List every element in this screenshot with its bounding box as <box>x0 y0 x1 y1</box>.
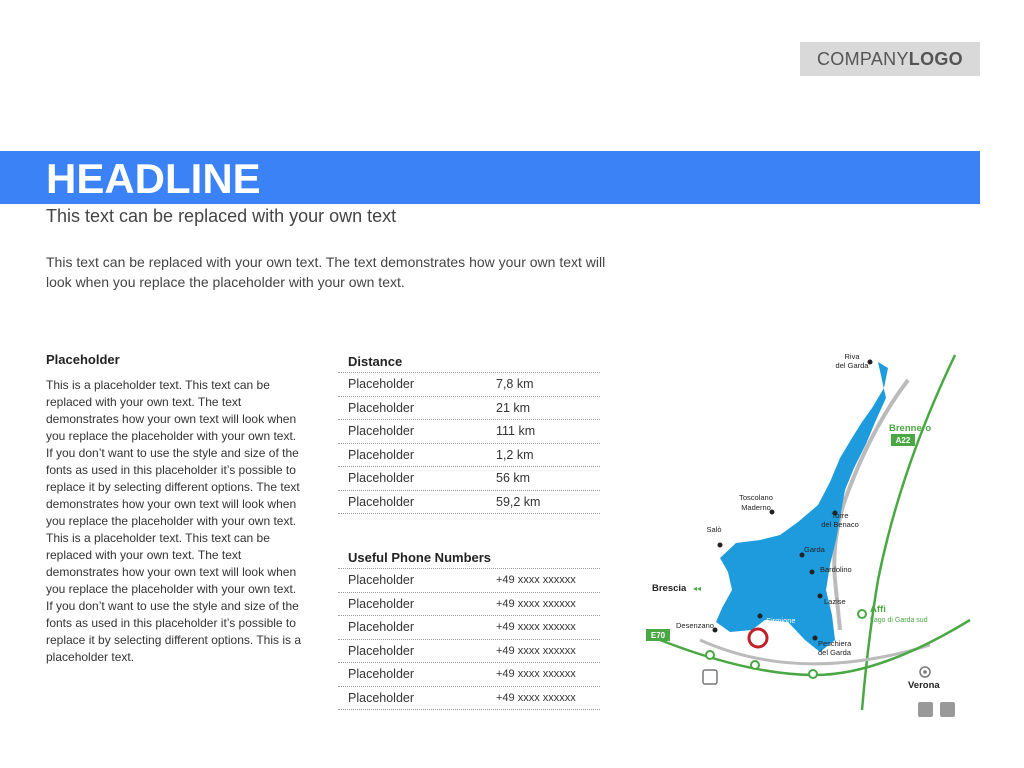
town-dot <box>813 636 818 641</box>
label-torre-1: Torre <box>831 511 849 520</box>
label-e70: E70 <box>650 631 666 640</box>
phone-table <box>338 569 600 710</box>
town-dot <box>818 594 823 599</box>
label-peschiera-1: Peschiera <box>818 639 852 648</box>
label-toscolano-1: Toscolano <box>739 493 773 502</box>
row-label: Placeholder <box>348 400 415 415</box>
info-tables <box>338 352 600 710</box>
row-label: Placeholder <box>348 690 415 705</box>
table-row <box>338 467 600 491</box>
table-row <box>338 420 600 444</box>
station-icon <box>706 651 714 659</box>
label-salo: Salò <box>706 525 722 534</box>
subheadline: This text can be replaced with your own text <box>46 206 397 226</box>
headline: HEADLINE <box>46 155 261 202</box>
station-icon <box>751 661 759 669</box>
row-label: Placeholder <box>348 471 415 485</box>
row-value: +49 xxxx xxxxxx <box>496 644 576 657</box>
logo-bold: LOGO <box>908 48 963 69</box>
placeholder-column <box>46 352 306 666</box>
table-row <box>338 491 600 515</box>
label-verona: Verona <box>908 680 940 691</box>
distance-title: Distance <box>338 352 600 373</box>
row-value: 111 km <box>496 424 536 438</box>
sirmione-marker <box>749 629 767 647</box>
logo-prefix: COMPANY <box>817 48 909 69</box>
table-row <box>338 569 600 593</box>
label-sirmione: Sirmione <box>766 616 796 625</box>
table-row <box>338 640 600 664</box>
label-desenzano: Desenzano <box>676 621 714 630</box>
row-label: Placeholder <box>348 667 415 681</box>
phone-title: Useful Phone Numbers <box>338 548 600 569</box>
label-garda: Garda <box>804 545 825 554</box>
label-toscolano-2: Maderno <box>741 503 771 512</box>
placeholder-title: Placeholder <box>46 352 120 367</box>
brescia-arrow-icon: ◂◂ <box>693 584 702 593</box>
train-station-icon <box>940 702 955 717</box>
row-label: Placeholder <box>348 573 415 587</box>
table-row <box>338 687 600 711</box>
row-value: 56 km <box>496 471 531 485</box>
label-bardolino: Bardolino <box>820 565 852 574</box>
station-icon <box>809 670 817 678</box>
placeholder-body: This is a placeholder text. This text can be replaced with your own text. The text demonstrates how your own text will look when you replace the placeholder with your own text. If you don’t want to use the style and size of the fonts as used in this placeholder it’s possible to replace it by selecting different options. The text demonstrates how your own text will look when you replace the placeholder with your own text. This is a placeholder text. This text can be replaced with your own text. The text demonstrates how your own text will look when you replace the placeholder with your own text. If you don’t want to use the style and size of the fonts as used in this placeholder it’s possible to replace it by selecting different options. This is a placeholder text. <box>46 378 302 664</box>
row-label: Placeholder <box>348 643 415 658</box>
table-row <box>338 616 600 640</box>
table-row <box>338 593 600 617</box>
station-icon <box>858 610 866 618</box>
row-value: 21 km <box>496 400 531 415</box>
table-row <box>338 373 600 397</box>
label-affi: Affi <box>870 604 886 615</box>
row-label: Placeholder <box>348 620 415 634</box>
row-value: +49 xxxx xxxxxx <box>496 597 576 610</box>
row-label: Placeholder <box>348 494 415 509</box>
label-brescia: Brescia <box>652 583 687 594</box>
label-riva-2: del Garda <box>835 361 869 370</box>
row-label: Placeholder <box>348 447 415 462</box>
town-dot <box>810 570 815 575</box>
row-value: +49 xxxx xxxxxx <box>496 668 576 680</box>
row-label: Placeholder <box>348 596 415 611</box>
table-row <box>338 397 600 421</box>
table-row <box>338 663 600 687</box>
distance-table <box>338 373 600 514</box>
row-value: +49 xxxx xxxxxx <box>496 574 576 586</box>
town-dot <box>758 614 763 619</box>
label-lazise: Lazise <box>824 597 846 606</box>
row-label: Placeholder <box>348 377 415 391</box>
row-value: 59,2 km <box>496 494 541 509</box>
town-dot <box>718 543 723 548</box>
table-row <box>338 444 600 468</box>
airport-icon <box>918 702 933 717</box>
row-label: Placeholder <box>348 424 415 438</box>
label-torre-2: del Benaco <box>821 520 859 529</box>
label-a22: A22 <box>895 436 911 445</box>
row-value: +49 xxxx xxxxxx <box>496 691 576 704</box>
row-value: 7,8 km <box>496 377 534 391</box>
label-brennero: Brennero <box>889 423 932 434</box>
label-affi-sub: Lago di Garda sud <box>870 617 928 624</box>
verona-icon-center <box>923 670 927 674</box>
label-peschiera-2: del Garda <box>818 648 851 657</box>
lake-garda-map <box>640 340 980 730</box>
train-icon <box>703 670 717 684</box>
label-riva-1: Riva <box>844 352 860 361</box>
intro-text: This text can be replaced with your own text. The text demonstrates how your own text will look when you replace the placeholder with your own text. <box>46 254 606 290</box>
row-value: +49 xxxx xxxxxx <box>496 621 576 633</box>
company-logo <box>800 42 980 76</box>
row-value: 1,2 km <box>496 447 534 462</box>
